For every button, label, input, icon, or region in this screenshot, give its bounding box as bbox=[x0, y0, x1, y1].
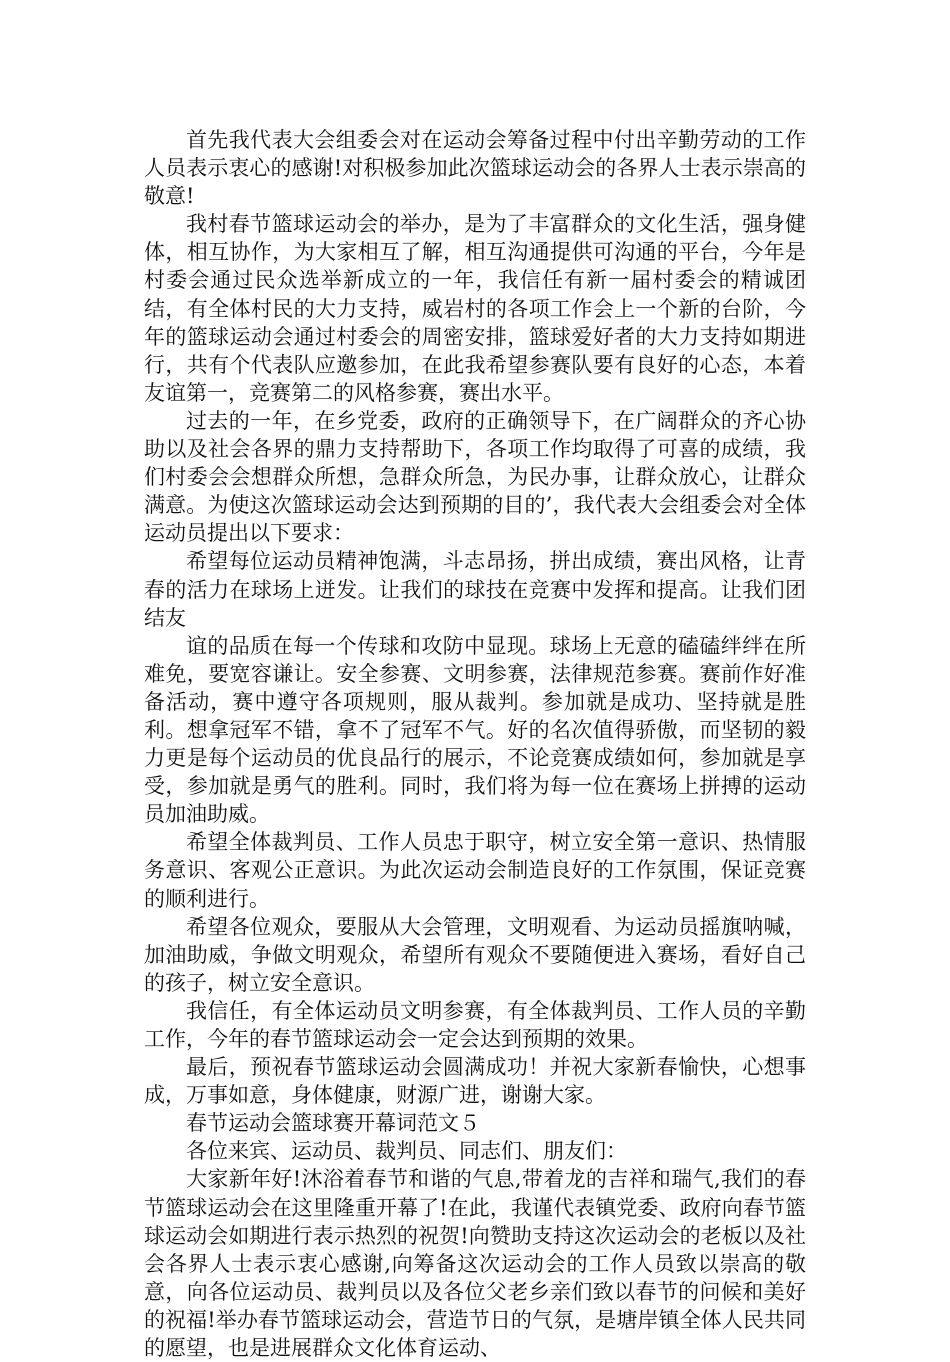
salutation: 各位来宾、运动员、裁判员、同志们、朋友们： bbox=[186, 1139, 627, 1164]
paragraph: 希望各位观众，要服从大会管理，文明观看、为运动员摇旗呐喊，加油助威，争做文明观众，希望所有观众不要随便进入赛场，看好自己的孩子，树立安全意识。 bbox=[144, 914, 806, 995]
paragraph: 首先我代表大会组委会对在运动会筹备过程中付出辛勤劳动的工作人员表示衷心的感谢!对积极参加此次篮球运动会的各界人士表示崇高的敬意! bbox=[144, 128, 806, 209]
paragraph: 过去的一年，在乡党委，政府的正确领导下，在广阔群众的齐心协助以及社会各界的鼎力支持帮助下，各项工作均取得了可喜的成绩，我们村委会会想群众所想，急群众所急，为民办事，让群众放心，让群众满意。为使这次篮球运动会达到预期的目的’，我代表大会组委会对全体运动员提出以下要求： bbox=[144, 408, 806, 546]
paragraph: 我信任，有全体运动员文明参赛，有全体裁判员、工作人员的辛勤工作，今年的春节篮球运动会一定会达到预期的效果。 bbox=[144, 998, 806, 1051]
paragraph: 谊的品质在每一个传球和攻防中显现。球场上无意的磕磕绊绊在所难免，要宽容谦让。安全参赛、文明参赛，法律规范参赛。赛前作好准备活动，赛中遵守各项规则，服从裁判。参加就是成功、坚持就是胜利。想拿冠军不错，拿不了冠军不气。好的名次值得骄傲，而坚韧的毅力更是每个运动员的优良品行的展示，不论竞赛成绩如何，参加就是享受，参加就是勇气的胜利。同时，我们将为每一位在赛场上拼搏的运动员加油助威。 bbox=[144, 633, 806, 827]
document-body bbox=[144, 126, 806, 1362]
paragraph: 大家新年好!沐浴着春节和谐的气息,带着龙的吉祥和瑞气,我们的春节篮球运动会在这里隆重开幕了!在此，我谨代表镇党委、政府向春节篮球运动会如期进行表示热烈的祝贺!向赞助支持这次运动会的老板以及社会各界人士表示衷心感谢,向筹备这次运动会的工作人员致以崇高的敬意，向各位运动员、裁判员以及各位父老乡亲们致以春节的问候和美好的祝福!举办春节篮球运动会，营造节日的气氛，是塘岸镇全体人民共同的愿望，也是进展群众文化体育运动、 bbox=[144, 1167, 806, 1361]
paragraph: 希望全体裁判员、工作人员忠于职守，树立安全第一意识、热情服务意识、客观公正意识。为此次运动会制造良好的工作氛围，保证竞赛的顺利进行。 bbox=[144, 830, 806, 911]
paragraph: 最后，预祝春节篮球运动会圆满成功！并祝大家新春愉快，心想事成，万事如意，身体健康，财源广进，谢谢大家。 bbox=[144, 1055, 806, 1108]
paragraph: 希望每位运动员精神饱满，斗志昂扬，拼出成绩，赛出风格，让青春的活力在球场上迸发。让我们的球技在竞赛中发挥和提高。让我们团结友 bbox=[144, 549, 806, 630]
paragraph: 我村春节篮球运动会的举办，是为了丰富群众的文化生活，强身健体，相互协作，为大家相互了解，相互沟通提供可沟通的平台，今年是村委会通过民众选举新成立的一年，我信任有新一届村委会的精诚团结，有全体村民的大力支持，威岩村的各项工作会上一个新的台阶，今年的篮球运动会通过村委会的周密安排，篮球爱好者的大力支持如期进行，共有个代表队应邀参加，在此我希望参赛队要有良好的心态，本着友谊第一，竞赛第二的风格参赛，赛出水平。 bbox=[144, 212, 806, 405]
section-heading: 春节运动会篮球赛开幕词范文５ bbox=[186, 1111, 480, 1136]
